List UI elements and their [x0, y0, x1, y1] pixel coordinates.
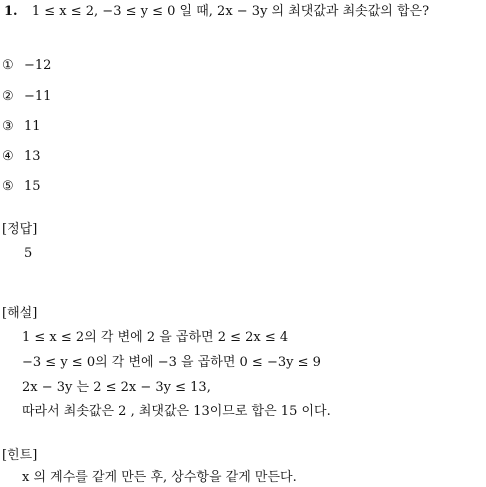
choice-5[interactable]: [2, 179, 41, 195]
choice-value: −11: [24, 89, 52, 104]
choice-marker: ③: [2, 119, 14, 134]
choice-3[interactable]: [2, 119, 41, 135]
choice-4[interactable]: [2, 149, 41, 165]
choice-marker: ④: [2, 149, 14, 164]
question-line: [4, 4, 429, 20]
choice-marker: ②: [2, 89, 14, 104]
explanation-line-3: 2x − 3y 는 2 ≤ 2x − 3y ≤ 13,: [22, 380, 211, 395]
choice-value: 13: [24, 149, 41, 164]
explanation-line-1: 1 ≤ x ≤ 2의 각 변에 2 을 곱하면 2 ≤ 2x ≤ 4: [22, 330, 289, 345]
hint-label: [힌트]: [2, 448, 38, 463]
answer-label: [정답]: [2, 222, 38, 237]
explanation-line-4: 따라서 최솟값은 2 , 최댓값은 13이므로 합은 15 이다.: [22, 404, 331, 419]
choice-value: 11: [24, 119, 41, 134]
explanation-label: [해설]: [2, 306, 38, 321]
hint-text: x 의 계수를 같게 만든 후, 상수항을 같게 만든다.: [22, 470, 297, 485]
choice-marker: ①: [2, 58, 14, 73]
choice-value: 15: [24, 179, 41, 194]
question-text: 1 ≤ x ≤ 2, −3 ≤ y ≤ 0 일 때, 2x − 3y 의 최댓값과 최솟값의 합은?: [31, 4, 430, 19]
answer-value: 5: [24, 246, 33, 261]
choice-marker: ⑤: [2, 179, 14, 194]
explanation-line-2: −3 ≤ y ≤ 0의 각 변에 −3 을 곱하면 0 ≤ −3y ≤ 9: [22, 355, 321, 370]
question-number: 1.: [4, 4, 18, 19]
choice-2[interactable]: [2, 89, 51, 105]
choice-1[interactable]: [2, 58, 51, 74]
choice-value: −12: [24, 58, 52, 73]
